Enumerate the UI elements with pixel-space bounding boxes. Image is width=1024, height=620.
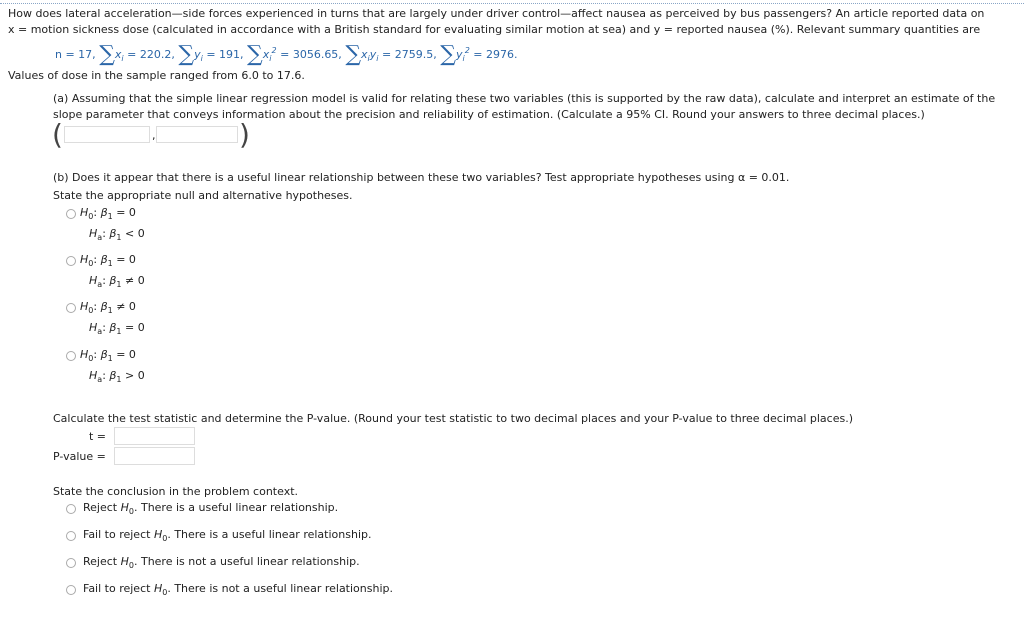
ci-open-paren: (: [52, 118, 63, 151]
summary-quantities: n = 17, $\sum x_i = 220.2$, $\sum y_i = 191$, $\sum x_i^2 = 3056.65$, $\sum x_iy_i = 2759.5$, $\sum y_i^2 = 2976$.: [55, 42, 518, 67]
summary-n: n = 17,: [55, 48, 96, 61]
conclusion-option-2-radio[interactable]: [66, 531, 76, 541]
p-value-label: P-value =: [53, 450, 106, 463]
conclusion-option-4-label: Fail to reject $H_0$. There is not a useful linear relationship.: [83, 582, 393, 597]
ci-upper-input[interactable]: [156, 126, 238, 143]
state-hypotheses-label: State the appropriate null and alternative hypotheses.: [53, 189, 353, 202]
conclusion-option-4-radio[interactable]: [66, 585, 76, 595]
p-value-input[interactable]: [114, 447, 195, 465]
hypothesis-option-1-radio[interactable]: [66, 209, 76, 219]
t-label: t =: [89, 430, 107, 443]
hypothesis-option-2-h0: $H_0$: $\beta_1 = 0$: [80, 253, 136, 268]
ha-relation: < 0: [125, 227, 145, 240]
conclusion-option-3-radio[interactable]: [66, 558, 76, 568]
part-a-text-1: (a) Assuming that the simple linear regression model is valid for relating these two variables (this is supported by the raw data), calculate and interpret an estimate of the: [53, 92, 996, 105]
ci-close-paren: ): [239, 118, 250, 151]
hypothesis-option-4-ha: $H_a$: $\beta_1 > 0$: [89, 369, 145, 384]
summary-sum-y2: = 2976.: [473, 48, 518, 61]
hypothesis-option-2-ha: $H_a$: $\beta_1 \ne 0$: [89, 274, 145, 289]
conclusion-option-1-label: Reject $H_0$. There is a useful linear relationship.: [83, 501, 339, 516]
hypothesis-option-4-radio[interactable]: [66, 351, 76, 361]
h0-relation: = 0: [116, 348, 136, 361]
summary-sum-xy: = 2759.5,: [382, 48, 437, 61]
ci-lower-input[interactable]: [64, 126, 150, 143]
ha-relation: > 0: [125, 369, 145, 382]
ha-relation: ≠ 0: [125, 274, 145, 287]
hypothesis-option-3-radio[interactable]: [66, 303, 76, 313]
sigma-icon: ∑: [178, 42, 195, 67]
hypothesis-option-1-h0: $H_0$: $\beta_1 = 0$: [80, 206, 136, 221]
hypothesis-option-1-ha: $H_a$: $\beta_1 < 0$: [89, 227, 145, 242]
ci-comma: ,: [152, 129, 156, 142]
part-b-question: (b) Does it appear that there is a useful linear relationship between these two variables? Test appropriate hypotheses using α = 0.01.: [53, 171, 790, 184]
hypothesis-option-2-radio[interactable]: [66, 256, 76, 266]
hypothesis-option-3-ha: $H_a$: $\beta_1 = 0$: [89, 321, 145, 336]
summary-sum-x: = 220.2,: [127, 48, 175, 61]
part-a-text-2: slope parameter that conveys information about the precision and reliability of estimation. (Calculate a 95% CI. Round your answers to three decimal places.): [53, 108, 925, 121]
h0-relation: = 0: [116, 253, 136, 266]
calc-instructions: Calculate the test statistic and determine the P-value. (Round your test statistic to two decimal places and your P-value to three decimal places.): [53, 412, 853, 425]
t-statistic-input[interactable]: [114, 427, 195, 445]
sigma-icon: ∑: [440, 42, 456, 67]
h0-relation: ≠ 0: [116, 300, 136, 313]
sigma-icon: ∑: [345, 42, 362, 67]
summary-sum-y: = 191,: [206, 48, 244, 61]
sigma-icon: ∑: [247, 42, 263, 67]
conclusion-option-3-label: Reject $H_0$. There is not a useful linear relationship.: [83, 555, 360, 570]
dose-range-text: Values of dose in the sample ranged from 6.0 to 17.6.: [8, 69, 305, 82]
intro-line-2: x = motion sickness dose (calculated in accordance with a British standard for evaluating similar motion at sea) and y = reported nausea (%). Relevant summary quantities are: [8, 23, 981, 36]
sigma-icon: ∑: [99, 42, 115, 67]
hypothesis-option-4-h0: $H_0$: $\beta_1 = 0$: [80, 348, 136, 363]
summary-sum-x2: = 3056.65,: [280, 48, 342, 61]
conclusion-label: State the conclusion in the problem context.: [53, 485, 299, 498]
top-border: [0, 3, 1024, 4]
conclusion-option-1-radio[interactable]: [66, 504, 76, 514]
h0-relation: = 0: [116, 206, 136, 219]
intro-line-1: How does lateral acceleration—side forces experienced in turns that are largely under driver control—affect nausea as perceived by bus passengers? An article reported data on: [8, 7, 985, 20]
hypothesis-option-3-h0: $H_0$: $\beta_1 \ne 0$: [80, 300, 136, 315]
ha-relation: = 0: [125, 321, 145, 334]
conclusion-option-2-label: Fail to reject $H_0$. There is a useful linear relationship.: [83, 528, 372, 543]
